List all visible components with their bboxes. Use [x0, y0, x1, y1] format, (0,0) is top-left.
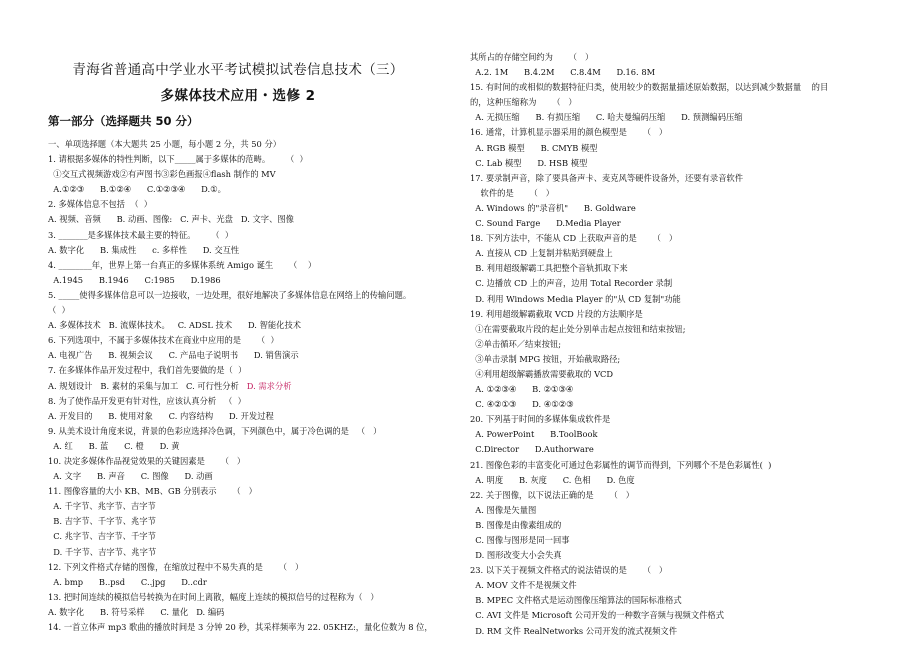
- question-text: ①在需要截取片段的起止处分别单击起点按钮和结束按钮;: [470, 323, 686, 334]
- question-text: B. 吉字节、千字节、兆字节: [48, 516, 156, 527]
- question-line: [48, 484, 453, 499]
- question-line: [470, 337, 910, 352]
- left-column: [48, 137, 453, 635]
- question-text: ②单击循环／结束按钮;: [470, 338, 562, 349]
- question-text: D. RM 文件 RealNetworks 公司开发的流式视频文件: [470, 625, 678, 636]
- question-text: A. 图像是矢量图: [470, 504, 537, 515]
- question-text: 一、单项选择题（本大题共 25 小题，每小题 2 分，共 50 分）: [48, 139, 282, 149]
- question-line: [470, 201, 910, 216]
- question-text: C. 边播放 CD 上的声音，边用 Total Recorder 录制: [470, 278, 673, 289]
- question-line: [48, 575, 453, 590]
- question-line: [48, 620, 453, 635]
- question-text: A. Windows 的"录音机" B. Goldware: [470, 202, 636, 213]
- question-text: ①交互式视频游戏②有声图书③彩色画报④flash 制作的 MV: [48, 169, 276, 180]
- question-line: [48, 212, 453, 227]
- right-column: [470, 50, 910, 639]
- question-text: 19. 利用超级解霸截取 VCD 片段的方法顺序是: [470, 308, 643, 319]
- question-line: [48, 545, 453, 560]
- question-line: [48, 348, 453, 363]
- question-text: C. Lab 模型 D. HSB 模型: [470, 157, 588, 168]
- question-line: [48, 514, 453, 529]
- question-text: 20. 下列基于时间的多媒体集成软件是: [470, 414, 611, 425]
- question-text: B. 图像是由像素组成的: [470, 519, 562, 530]
- question-text: 6. 下列选项中，不属于多媒体技术在商业中应用的是 （ ）: [48, 335, 279, 346]
- question-text: 5. _____使得多媒体信息可以一边接收，一边处理，很好地解决了多媒体信息在网络上的传输问题。: [48, 289, 412, 300]
- question-line: [470, 231, 910, 246]
- question-line: [48, 243, 453, 258]
- question-text: A. ①②③④ B. ②①③④: [470, 384, 574, 395]
- question-line: [470, 292, 910, 307]
- question-text: 9. 从美术设计角度来说，背景的色彩应选择冷色调，下列颜色中，属于冷色调的是 （ ）: [48, 425, 382, 436]
- question-line: [470, 548, 910, 563]
- question-text: 8. 为了使作品开发更有针对性，应该认真分析 （ ）: [48, 395, 246, 406]
- question-line: [470, 186, 910, 201]
- question-line: [470, 110, 910, 125]
- question-line: [48, 273, 453, 288]
- question-text: 11. 图像容量的大小 KB、MB、GB 分别表示 （ ）: [48, 486, 257, 497]
- question-line: [470, 65, 910, 80]
- question-text: A. 视频、音频 B. 动画、图像: C. 声卡、光盘 D. 文字、图像: [48, 214, 294, 225]
- question-text: 10. 决定多媒体作品视觉效果的关键因素是 （ ）: [48, 455, 246, 466]
- question-text: A. 文字 B. 声音 C. 图像 D. 动画: [48, 471, 213, 482]
- question-text: A. 千字节、兆字节、吉字节: [48, 501, 156, 512]
- question-line: [48, 379, 453, 394]
- question-line: [470, 518, 910, 533]
- question-line: [48, 363, 453, 378]
- question-text: C. 兆字节、吉字节、千字节: [48, 531, 156, 542]
- question-text: C. Sound Farge D.Media Player: [470, 218, 621, 229]
- question-line: [470, 141, 910, 156]
- question-line: [470, 382, 910, 397]
- question-line: [470, 442, 910, 457]
- question-line: [470, 593, 910, 608]
- question-text: A.①②③ B.①②④ C.①②③④ D.①。: [48, 184, 226, 195]
- question-text: 3. _______是多媒体技术最主要的特征。 （ ）: [48, 229, 234, 240]
- question-line: [48, 529, 453, 544]
- question-line: [470, 397, 910, 412]
- question-text: A. 明度 B. 灰度 C. 色相 D. 色度: [470, 474, 635, 485]
- question-text: 21. 图像色彩的丰富变化可通过色彩属性的调节而得到，下列哪个不是色彩属性( ): [470, 459, 772, 470]
- question-line: [48, 303, 453, 318]
- question-text: 1. 请根据多媒体的特性判断，以下_____属于多媒体的范畴。 （ ）: [48, 154, 308, 165]
- question-text: A.1945 B.1946 C:1985 D.1986: [48, 274, 221, 285]
- question-line: [470, 488, 910, 503]
- question-text: 16. 通常，计算机显示器采用的颜色模型是 （ ）: [470, 127, 668, 138]
- question-text: 17. 要录制声音，除了要具备声卡、麦克风等硬件设备外，还要有录音软件: [470, 172, 744, 183]
- question-text: A. 数字化 B. 符号采样 C. 量化 D. 编码: [48, 606, 225, 617]
- question-text: B. MPEC 文件格式是运动图像压缩算法的国际标准格式: [470, 595, 682, 606]
- question-text: 4. ________年，世界上第一台真正的多媒体系统 Amigo 诞生 （ ）: [48, 259, 317, 270]
- question-text: A. RGB 模型 B. CMYB 模型: [470, 142, 598, 153]
- exam-subtitle: 多媒体技术应用・选修 2: [160, 88, 316, 104]
- question-text: A. PowerPoint B.ToolBook: [470, 429, 598, 440]
- question-line: [470, 473, 910, 488]
- question-text: 23. 以下关于视频文件格式的说法错误的是 （ ）: [470, 565, 668, 576]
- question-text: 14. 一首立体声 mp3 歌曲的播放时间是 3 分钟 20 秒，其采样频率为 22. 05KHZ:，量化位数为 8 位，: [48, 622, 433, 632]
- question-line: [48, 499, 453, 514]
- question-line: [470, 261, 910, 276]
- question-line: [48, 454, 453, 469]
- question-text: A. 直接从 CD 上复制并粘贴到硬盘上: [470, 248, 613, 259]
- question-text: C.Director D.Authorware: [470, 444, 594, 455]
- question-line: [48, 439, 453, 454]
- question-text: A. bmp B..psd C..jpg D..cdr: [48, 576, 207, 587]
- question-line: [48, 197, 453, 212]
- question-line: [48, 137, 453, 152]
- question-text: A. MOV 文件不是视频文件: [470, 580, 577, 591]
- question-line: [48, 394, 453, 409]
- question-text: A. 多媒体技术 B. 流媒体技术。 C. ADSL 技术 D. 智能化技术: [48, 320, 302, 331]
- question-text: D. 千字节、吉字节、兆字节: [48, 546, 157, 557]
- question-line: [470, 563, 910, 578]
- question-line: [470, 503, 910, 518]
- question-line: [48, 318, 453, 333]
- question-line: [470, 95, 910, 110]
- question-line: [470, 80, 910, 95]
- question-text: D. 利用 Windows Media Player 的"从 CD 复制"功能: [470, 293, 681, 304]
- question-text: ③单击录制 MPG 按钮，开始截取路径;: [470, 353, 621, 364]
- question-line: [470, 322, 910, 337]
- question-line: [48, 152, 453, 167]
- question-text: 的，这种压缩称为 （ ）: [470, 97, 577, 108]
- question-text: A. 电视广告 B. 视频会议 C. 产品电子说明书 D. 销售演示: [48, 350, 299, 361]
- question-line: [470, 608, 910, 623]
- question-line: [470, 578, 910, 593]
- question-line: [48, 469, 453, 484]
- question-text: （ ）: [48, 305, 70, 316]
- question-text: 22. 关于图像，以下说法正确的是 （ ）: [470, 489, 635, 500]
- question-line: [48, 590, 453, 605]
- question-line: [470, 50, 910, 65]
- question-text: C. ④②①③ D. ④①②③: [470, 399, 574, 410]
- question-line: [470, 125, 910, 140]
- question-text: A. 红 B. 蓝 C. 橙 D. 黄: [48, 440, 180, 451]
- question-text: A.2. 1M B.4.2M C.8.4M D.16. 8M: [470, 67, 656, 78]
- question-line: [470, 624, 910, 639]
- question-text: B. 利用超级解霸工具把整个音轨抓取下来: [470, 263, 628, 274]
- question-line: [470, 246, 910, 261]
- question-line: [470, 458, 910, 473]
- question-text: 7. 在多媒体作品开发过程中，我们首先要做的是（ ）: [48, 365, 247, 376]
- exam-title: 青海省普通高中学业水平考试模拟试卷信息技术（三）: [72, 62, 404, 78]
- question-line: [48, 409, 453, 424]
- question-line: [48, 605, 453, 620]
- question-text: 13. 把时间连续的模拟信号转换为在时间上离散，幅度上连续的模拟信号的过程称为（ ）: [48, 591, 379, 602]
- question-text: A. 数字化 B. 集成性 c. 多样性 D. 交互性: [48, 244, 240, 255]
- question-line: [470, 171, 910, 186]
- question-text: 12. 下列文件格式存储的图像，在缩放过程中不易失真的是 （ ）: [48, 561, 304, 572]
- part-heading: 第一部分（选择题共 50 分）: [48, 114, 199, 128]
- question-text: 软件的是 （ ）: [470, 187, 555, 198]
- question-line: [470, 427, 910, 442]
- question-line: [470, 533, 910, 548]
- question-line: [48, 182, 453, 197]
- question-line: [470, 276, 910, 291]
- question-text: A. 无损压缩 B. 有损压缩 C. 哈夫曼编码压缩 D. 预测编码压缩: [470, 112, 743, 123]
- question-line: [48, 288, 453, 303]
- question-line: [48, 167, 453, 182]
- question-text: C. 图像与图形是同一回事: [470, 535, 570, 545]
- question-text: A. 开发目的 B. 使用对象 C. 内容结构 D. 开发过程: [48, 410, 274, 421]
- question-line: [48, 258, 453, 273]
- question-line: [470, 367, 910, 382]
- question-text: 2. 多媒体信息不包括 （ ）: [48, 199, 153, 210]
- question-line: [48, 560, 453, 575]
- question-text: 15. 有时间的或相似的数据特征归类，使用较少的数据量描述原始数据，以达到减少数据量 的目: [470, 82, 829, 93]
- highlighted-option: D. 需求分析: [246, 380, 292, 391]
- question-line: [470, 156, 910, 171]
- question-text: D. 图形改变大小会失真: [470, 550, 562, 561]
- question-line: [48, 228, 453, 243]
- question-text: A. 规划设计 B. 素材的采集与加工 C. 可行性分析: [48, 380, 247, 391]
- question-line: [470, 352, 910, 367]
- question-line: [470, 412, 910, 427]
- question-line: [48, 333, 453, 348]
- question-text: C. AVI 文件是 Microsoft 公司开发的一种数字音频与视频文件格式: [470, 610, 725, 621]
- question-line: [470, 307, 910, 322]
- question-text: 18. 下列方法中，不能从 CD 上获取声音的是 （ ）: [470, 233, 678, 244]
- question-text: ④利用超级解霸播放需要截取的 VCD: [470, 368, 614, 379]
- question-text: 其所占的存储空间约为 （ ）: [470, 52, 594, 62]
- question-line: [48, 424, 453, 439]
- question-line: [470, 216, 910, 231]
